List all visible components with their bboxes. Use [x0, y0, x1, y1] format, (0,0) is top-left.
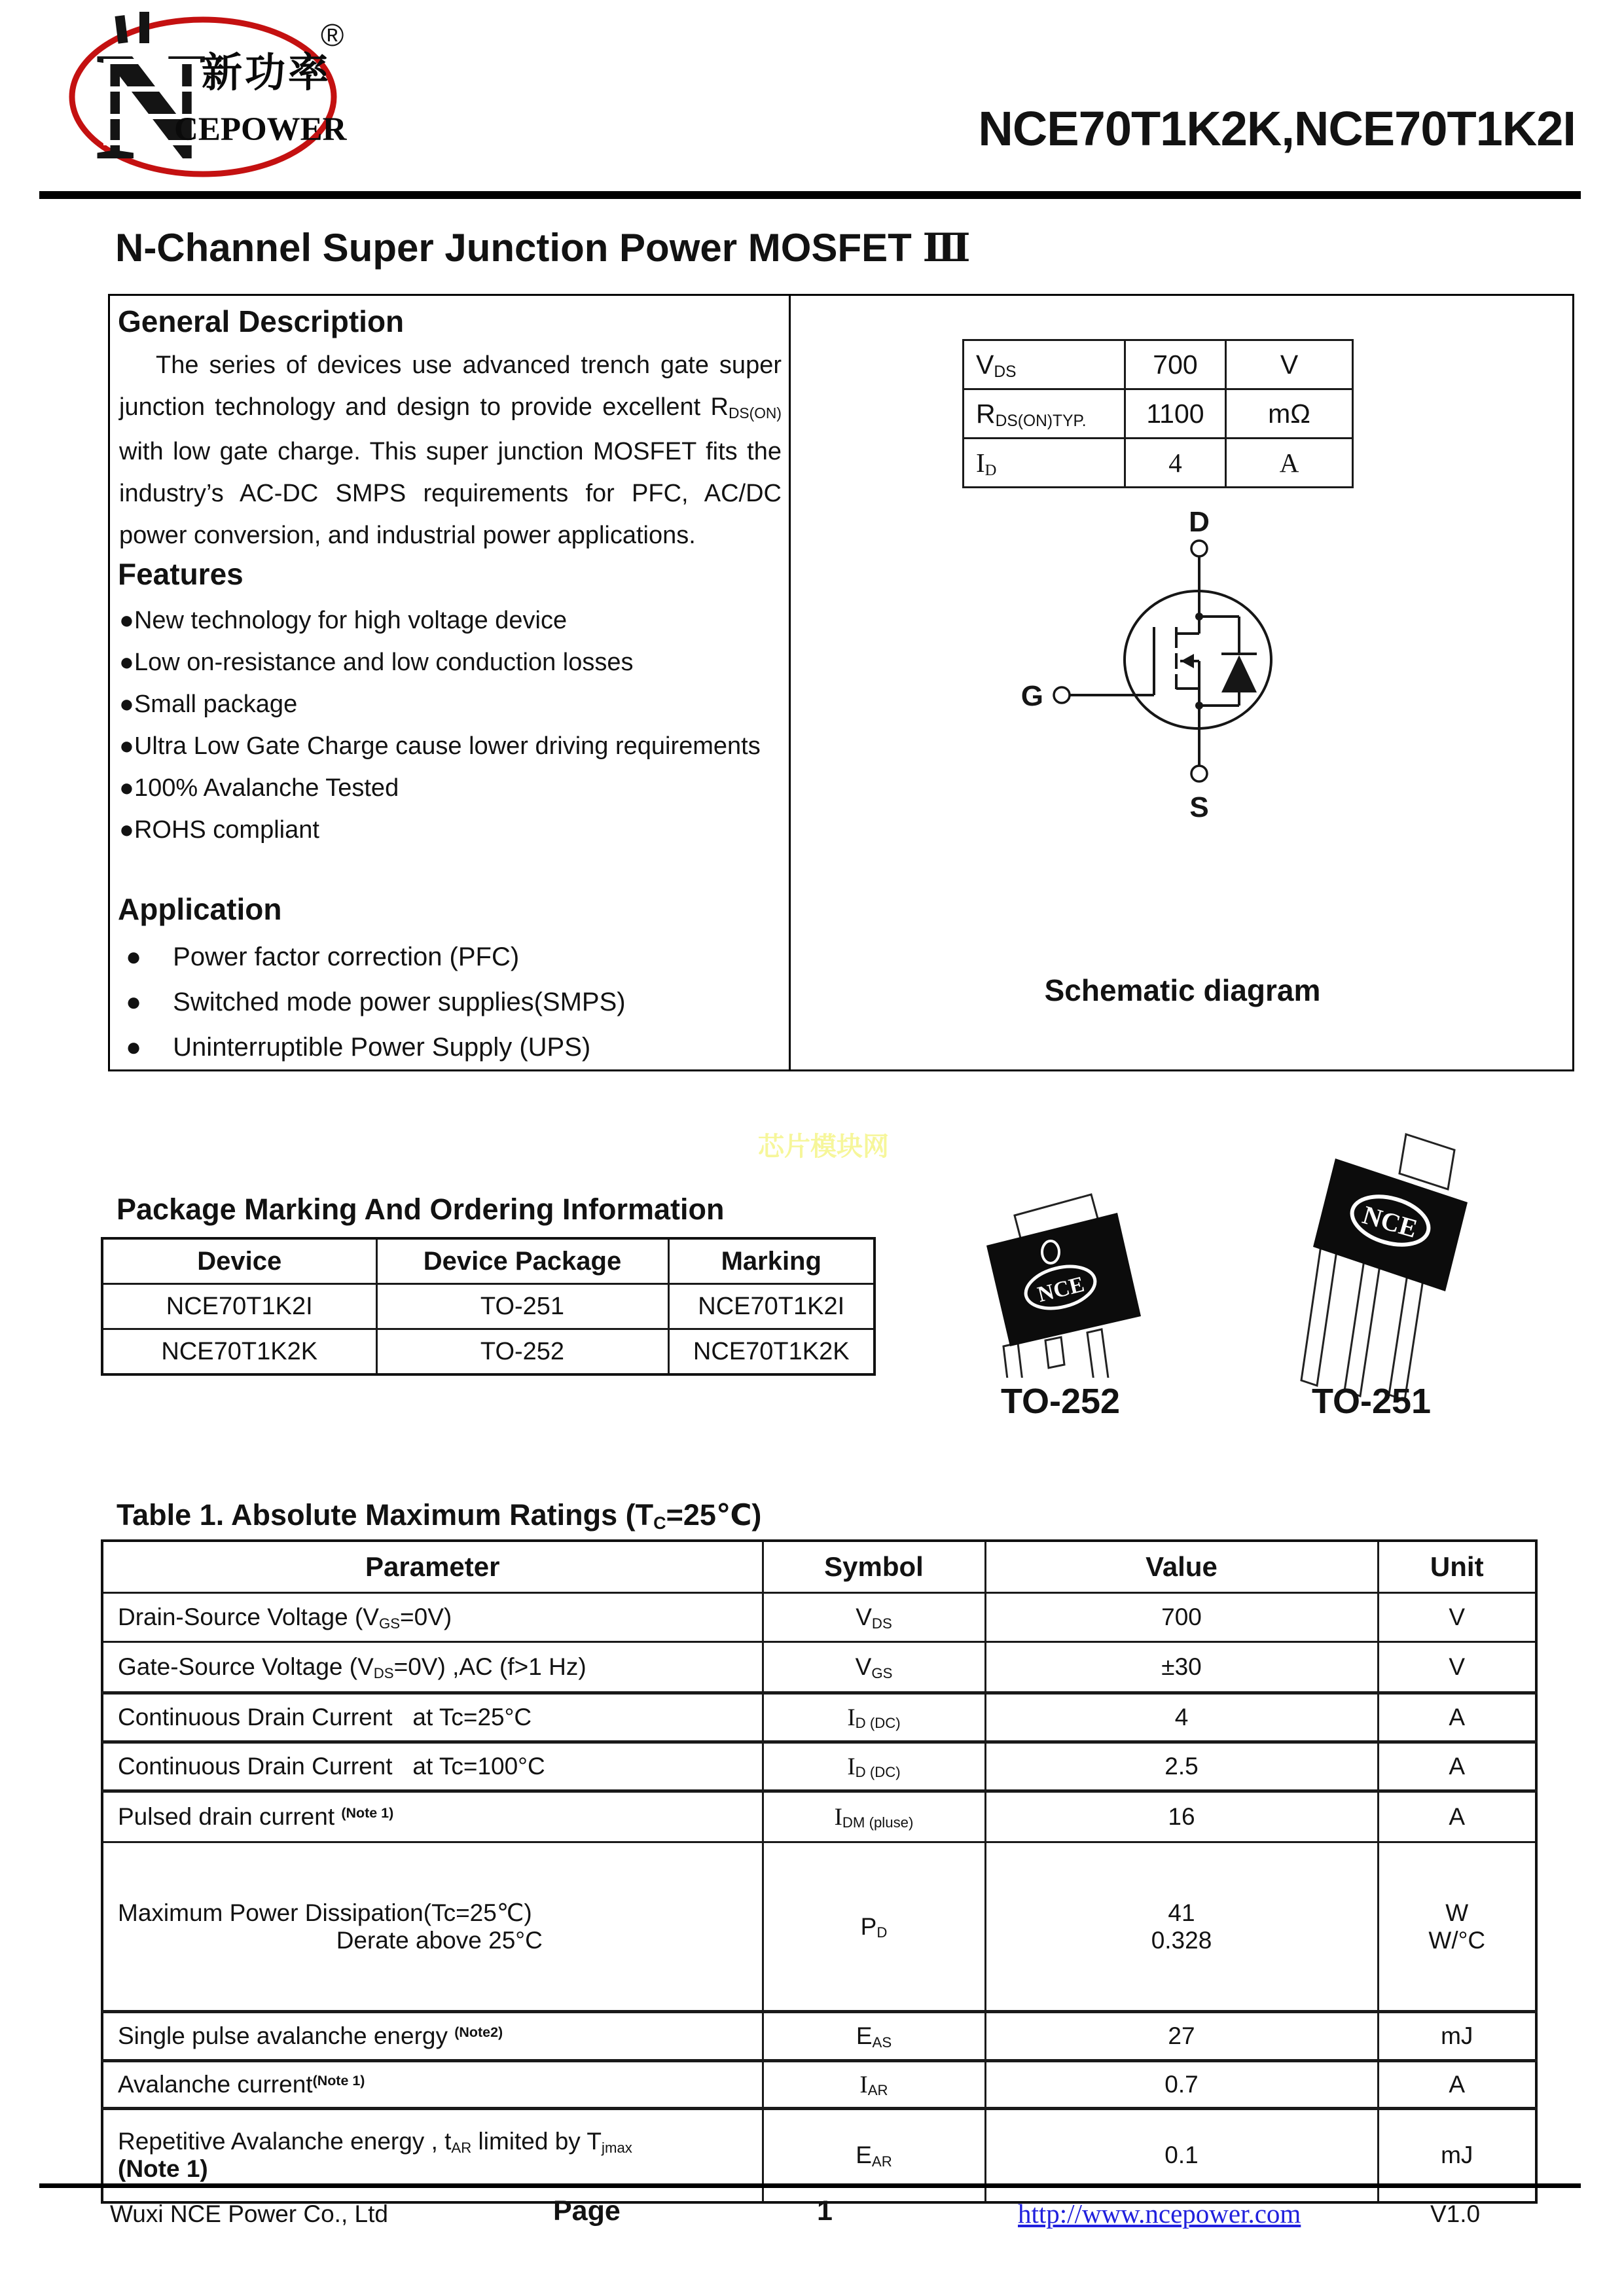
application-heading: Application — [118, 892, 282, 926]
features-list — [119, 600, 761, 851]
abs-max-table — [101, 1539, 1538, 2204]
column-header: Device Package — [376, 1238, 668, 1284]
schematic-caption: Schematic diagram — [1044, 973, 1321, 1007]
column-header: Unit — [1378, 1541, 1536, 1593]
spec-value: 700 — [1125, 340, 1226, 389]
features-heading: Features — [118, 557, 244, 591]
spec-param: $I_D$ — [964, 439, 1125, 488]
bullet-icon: ● — [119, 774, 134, 802]
watermark-text: 芯片模块网 — [758, 1132, 889, 1161]
part-number-title: NCE70T1K2K,NCE70T1K2I — [978, 101, 1576, 156]
feature-item: ●100% Avalanche Tested — [119, 774, 399, 802]
registered-trademark-icon: ® — [321, 18, 344, 53]
feature-item: ●New technology for high voltage device — [119, 607, 568, 634]
application-item: ● Uninterruptible Power Supply (UPS) — [126, 1025, 626, 1070]
drain-label: D — [1189, 506, 1210, 538]
source-label: S — [1189, 791, 1209, 823]
chip-logo-text: NCE — [1359, 1200, 1421, 1244]
table-header-row — [102, 1238, 875, 1284]
table-row: NCE70T1K2I TO-251 NCE70T1K2I — [102, 1284, 875, 1329]
mosfet-schematic — [1008, 504, 1283, 825]
footer-website-link[interactable]: http://www.ncepower.com — [1018, 2198, 1301, 2229]
feature-item: ●Ultra Low Gate Charge cause lower driving requirements — [119, 732, 761, 760]
abs-max-table-title: Table 1. Absolute Maximum Ratings $(T_C=25℃)$ — [117, 1498, 762, 1533]
footer-company: Wuxi NCE Power Co., Ltd — [110, 2200, 388, 2227]
column-header: Marking — [668, 1238, 875, 1284]
spec-unit: mΩ — [1226, 389, 1353, 439]
footer-page-number: 1 — [817, 2195, 833, 2227]
bullet-icon: ● — [126, 942, 142, 971]
header-rule — [39, 191, 1581, 199]
column-divider — [789, 295, 791, 1070]
to252-label: TO-252 — [1000, 1382, 1121, 1421]
table-row: Single pulse avalanche energy $^{(Note2)}$ $E_{AS}$ 27 mJ — [102, 2012, 1536, 2061]
application-item: ● Switched mode power supplies(SMPS) — [126, 980, 626, 1025]
spec-unit: A — [1226, 439, 1353, 488]
spec-value: 1100 — [1125, 389, 1226, 439]
application-list — [126, 935, 626, 1070]
column-header: Device — [102, 1238, 376, 1284]
footer-version: V1.0 — [1430, 2200, 1481, 2227]
column-header: Symbol — [763, 1541, 985, 1593]
table-row — [964, 439, 1353, 488]
footer-rule — [39, 2183, 1581, 2188]
footer-page-label: Page — [553, 2195, 621, 2227]
page-title: N-Channel Super Junction Power MOSFET Ⅲ — [115, 226, 971, 270]
application-item: ● Power factor correction (PFC) — [126, 935, 626, 980]
to252-package-image — [952, 1175, 1162, 1378]
logo-wordmark: CEPOWER — [174, 111, 347, 148]
logo-chinese-text: 新功率 — [202, 50, 332, 96]
logo-n-letter: N — [94, 20, 207, 182]
package-table — [101, 1237, 876, 1376]
feature-item: ●Small package — [119, 691, 298, 718]
general-description-paragraph: The series of devices use advanced trench gate super junction technology and design to provide excellent $R_{DS(ON)}$ with low gate charge. This super junction MOSFET fits the industry’s AC-DC SMPS requirements for PFC, AC/DC power conversion, and industrial power applications. — [119, 351, 782, 549]
feature-item: ●ROHS compliant — [119, 816, 319, 844]
spec-param: $R_{DS(ON)TYP.}$ — [964, 389, 1125, 439]
chip-logo-text: NCE — [1035, 1272, 1087, 1308]
table-header-row — [102, 1541, 1536, 1593]
table-row: Maximum Power Dissipation(Tc=25℃) Derate above 25°C $P_D$ 41 0.328 W W/°C — [102, 1842, 1536, 2012]
to251-label: TO-251 — [1311, 1382, 1432, 1421]
bullet-icon: ● — [119, 816, 134, 844]
body-diode-icon — [1221, 655, 1257, 692]
gate-label: G — [1020, 680, 1043, 712]
general-description-heading: General Description — [118, 304, 405, 338]
table-row: Repetitive Avalanche energy , $t_{AR}$ limited by $T_{jmax}$ (Note 1) $E_{AR}$ 0.1 mJ — [102, 2109, 1536, 2202]
bullet-icon: ● — [119, 607, 134, 634]
column-header: Parameter — [102, 1541, 763, 1593]
bullet-icon: ● — [119, 691, 134, 718]
spec-unit: V — [1226, 340, 1353, 389]
bullet-icon: ● — [126, 988, 142, 1016]
package-section-heading: Package Marking And Ordering Information — [117, 1193, 725, 1226]
to251-package-image — [1237, 1122, 1499, 1404]
bullet-icon: ● — [119, 732, 134, 760]
key-spec-table — [962, 339, 1354, 488]
mosfet-arrow-icon — [1181, 654, 1194, 668]
table-row — [964, 340, 1353, 389]
bullet-icon: ● — [119, 649, 134, 676]
spec-value: 4 — [1125, 439, 1226, 488]
table-row: NCE70T1K2K TO-252 NCE70T1K2K — [102, 1329, 875, 1375]
table-row: Gate-Source Voltage $(V_{DS}=0V)$ ,AC (f>1 Hz) $V_{GS}$ ±30 V — [102, 1642, 1536, 1693]
table-row: Pulsed drain current $^{(Note 1)}$ $I_{DM (pluse)}$ 16 A — [102, 1791, 1536, 1842]
column-header: Value — [985, 1541, 1378, 1593]
spec-param: $V_{DS}$ — [964, 340, 1125, 389]
bullet-icon: ● — [126, 1033, 142, 1062]
table-row: Drain-Source Voltage $(V_{GS}=0V)$ $V_{DS}$ 700 V — [102, 1593, 1536, 1642]
feature-item: ●Low on-resistance and low conduction losses — [119, 649, 634, 676]
table-row: Continuous Drain Current at Tc=25°C $I_{D (DC)}$ 4 A — [102, 1693, 1536, 1742]
table-row: Continuous Drain Current at Tc=100°C $I_{D (DC)}$ 2.5 A — [102, 1742, 1536, 1791]
table-row — [964, 389, 1353, 439]
table-row: Avalanche current$^{(Note 1)}$ $I_{AR}$ 0.7 A — [102, 2061, 1536, 2109]
